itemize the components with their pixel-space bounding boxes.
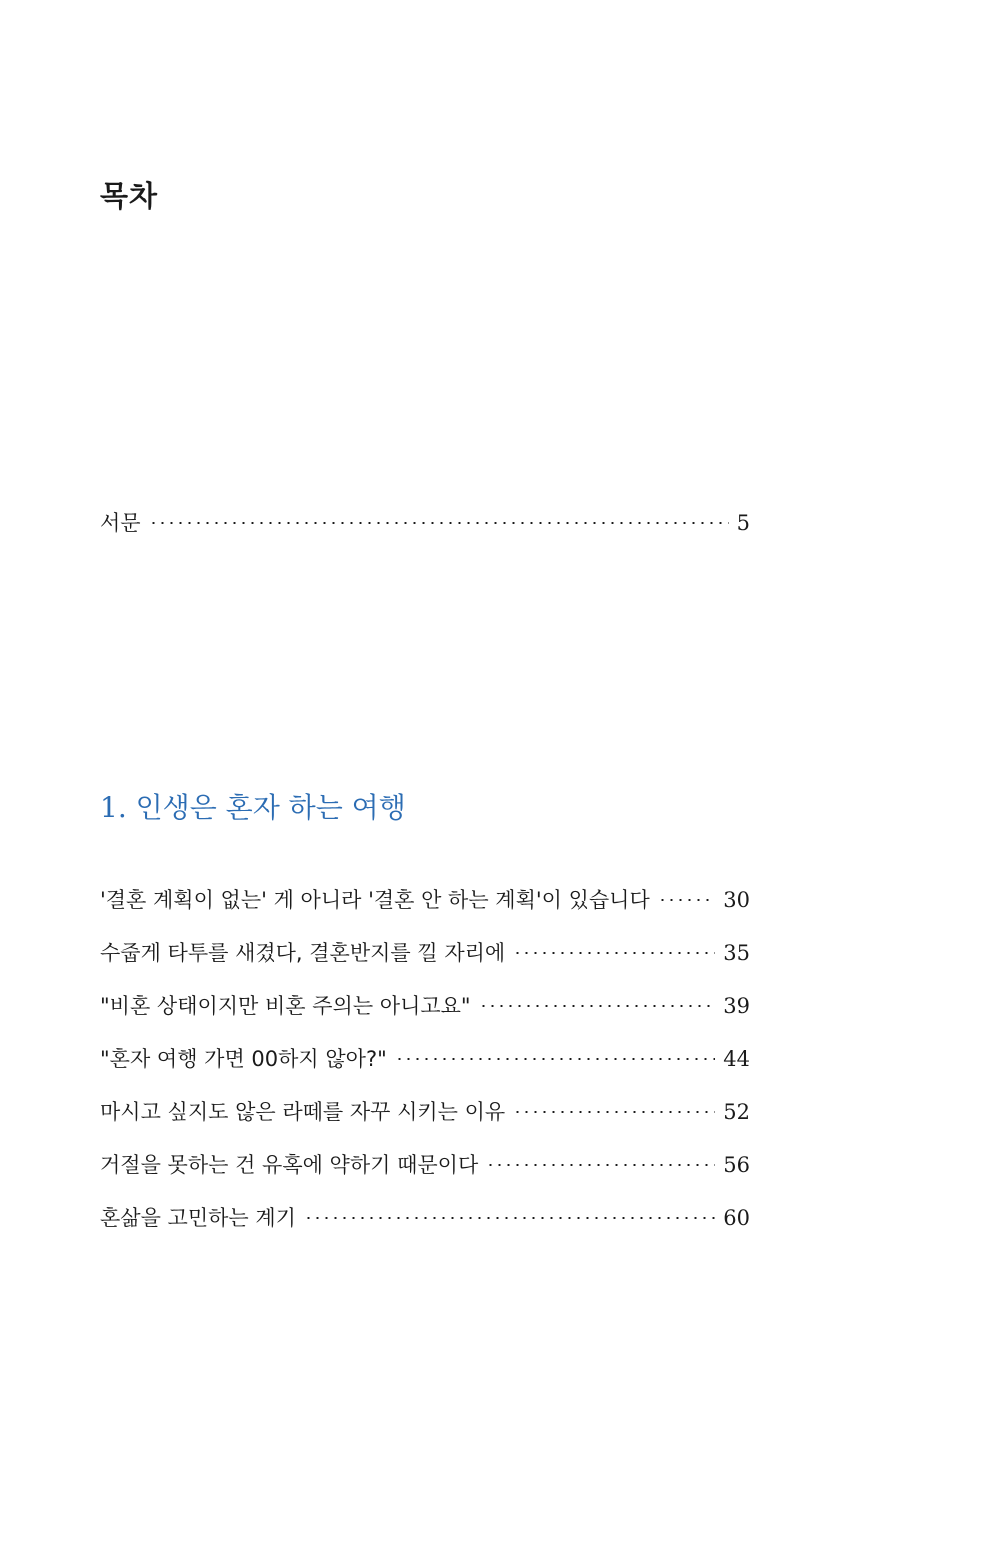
toc-entry-page: 44 <box>723 1047 750 1071</box>
dot-leader <box>513 1111 715 1113</box>
toc-entry-label: "비혼 상태이지만 비혼 주의는 아니고요" <box>100 994 471 1018</box>
toc-entry[interactable] <box>100 885 750 915</box>
toc-entry[interactable] <box>100 1044 750 1074</box>
toc-entry-page: 52 <box>723 1100 750 1124</box>
toc-entry-label: '결혼 계획이 없는' 게 아니라 '결혼 안 하는 계획'이 있습니다 <box>100 888 650 912</box>
toc-entry-page: 5 <box>736 511 750 535</box>
toc-entry-label: 혼삶을 고민하는 계기 <box>100 1206 296 1230</box>
toc-entry[interactable] <box>100 1097 750 1127</box>
toc-entry-page: 60 <box>723 1206 750 1230</box>
dot-leader <box>149 522 729 524</box>
toc-entry[interactable] <box>100 991 750 1021</box>
dot-leader <box>513 952 715 954</box>
toc-entry-label: 마시고 싶지도 않은 라떼를 자꾸 시키는 이유 <box>100 1100 506 1124</box>
dot-leader <box>658 899 716 901</box>
page-title: 목차 <box>100 179 159 213</box>
toc-entry-preface[interactable] <box>100 508 750 538</box>
toc-entry-label: 수줍게 타투를 새겼다, 결혼반지를 낄 자리에 <box>100 941 506 965</box>
toc-entry-page: 30 <box>723 888 750 912</box>
toc-entry[interactable] <box>100 1150 750 1180</box>
dot-leader <box>479 1005 716 1007</box>
toc-entry[interactable] <box>100 938 750 968</box>
toc-entry[interactable] <box>100 1203 750 1233</box>
dot-leader <box>304 1217 715 1219</box>
toc-entry-label: 서문 <box>100 511 141 535</box>
chapter-title: 인생은 혼자 하는 여행 <box>135 791 406 824</box>
toc-entry-label: "혼자 여행 가면 00하지 않아?" <box>100 1047 387 1071</box>
dot-leader <box>395 1058 716 1060</box>
toc-entry-label: 거절을 못하는 건 유혹에 약하기 때문이다 <box>100 1153 479 1177</box>
toc-entry-page: 39 <box>723 994 750 1018</box>
dot-leader <box>486 1164 715 1166</box>
chapter-heading <box>100 788 406 828</box>
chapter-number: 1. <box>100 791 127 824</box>
toc-entry-page: 35 <box>723 941 750 965</box>
toc-entry-page: 56 <box>723 1153 750 1177</box>
